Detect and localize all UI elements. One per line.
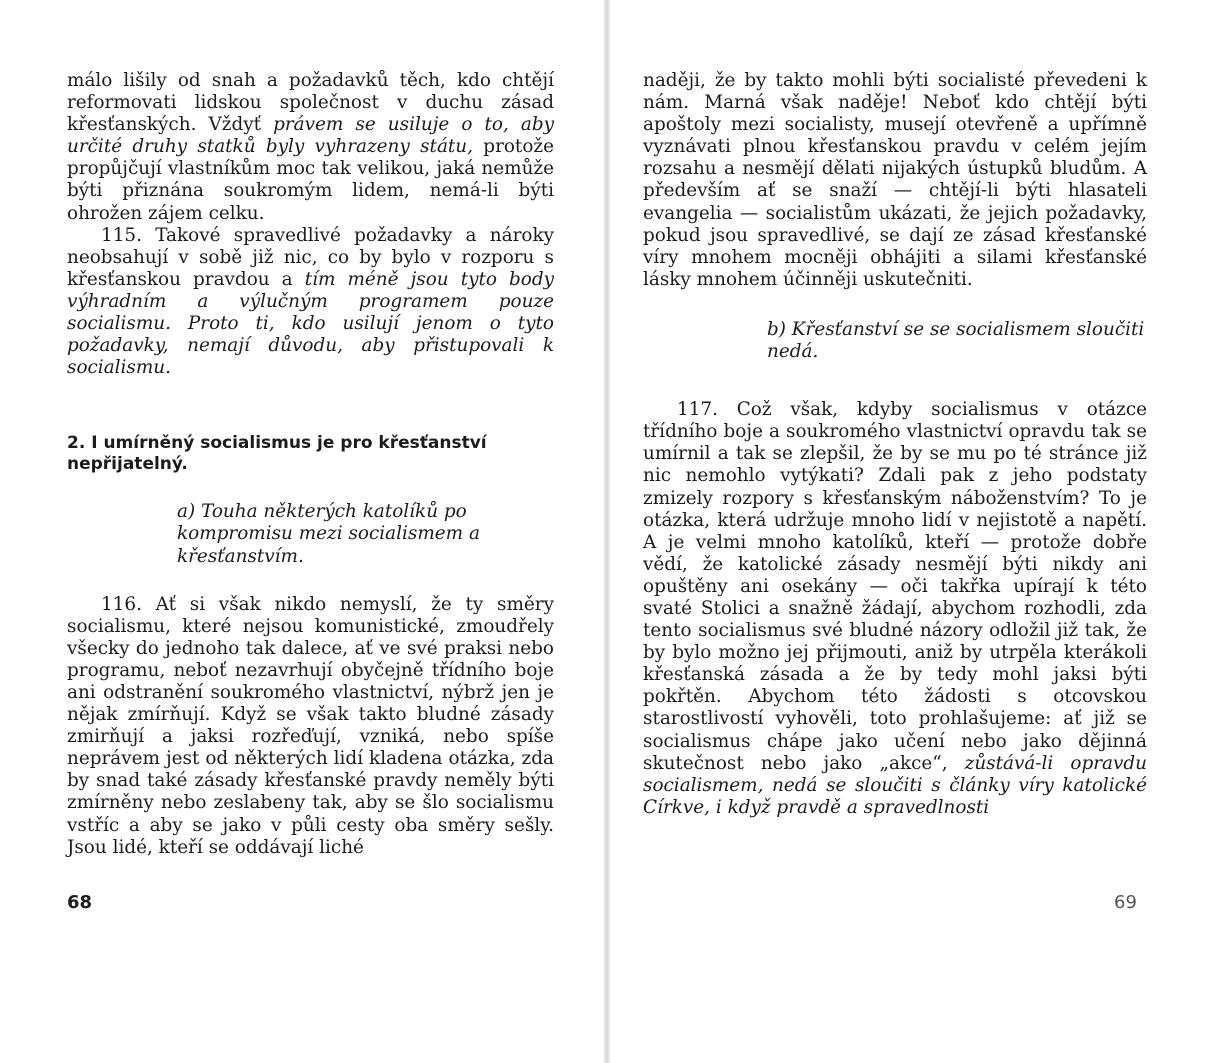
right-page: [610, 0, 1212, 1063]
italic-run: právem se usiluje o to, aby určité druhy statků byly vyhrazeny státu,: [67, 114, 554, 158]
right-text-column: [643, 70, 1147, 819]
page-number: 68: [67, 892, 93, 913]
subsection-heading: b) Křesťanství se se socialismem sloučiti nedá.: [767, 318, 1145, 363]
text-run: 117. Což však, kdyby socialismus v otázce třídního boje a soukromého vlastnictví opravdu tak se umírnil a tak se zlepšil, že by se mu po té stránce již nic nemohlo vytýkati? Zdali pak z jeho podstaty zmizely rozpory s křesťanským náboženstvím? To je otázka, která udržuje mnoho lidí v nejistotě a napětí. A je velmi mnoho katolíků, kteří — protože dobře vědí, že katolické zásady nesmějí býti nikdy ani opuštěny ani osekány — oči takřka upírají k této svaté Stolici a snažně žádají, abychom rozhodli, zda tento socialismus své bludné názory odložil již tak, že by bylo možno jej přijmouti, aniž by utrpěla kterákoli křesťanská zásada a že by tedy mohl jaksi býti pokřtěn. Abychom této žádosti s otcovskou starostlivostí vyhověli, toto prohlašujeme: ať již se socialismus chápe jako učení nebo jako dějinná skutečnost nebo jako „akce“,: [643, 399, 1147, 774]
text-run: protože propůjčují vlastníkům moc tak velikou, jaká nemůže býti přiznána soukromým lidem, nemá-li býti ohrožen zájem celku.: [67, 136, 554, 224]
italic-run: tím méně jsou tyto body výhradním a výlučným programem pouze socialismu. Proto ti, kdo usilují jenom o tyto požadavky, nemají důvodu, aby přistupovali k socialismu.: [67, 268, 555, 379]
paragraph-115: [67, 225, 554, 380]
paragraph-116: 116. Ať si však nikdo nemyslí, že ty směry socialismu, které nejsou komunistické, zmoudřely všecky do jednoho tak dalece, ať ve své praksi nebo programu, neboť nezavrhují obyčejně třídního boje ani odstranění soukromého vlastnictví, nýbrž jen je nějak zmírňují. Když se však takto bludné zásady zmirňují a jaksi rozřeďují, vzniká, nebo spíše neprávem jest od některých lidí kladena otázka, zda by snad také zásady křesťanské pravdy neměly býti zmírněny nebo zeslabeny tak, aby se šlo socialismu vstříc a aby se jako v půli cesty oba směry sešly. Jsou lidé, kteří se oddávají liché: [67, 593, 554, 858]
text-run: 115. Takové spravedlivé požadavky a nároky neobsahují v sobě již nic, co by bylo v rozporu s křesťanskou pravdou a: [67, 224, 554, 290]
subsection-heading: a) Touha některých katolíků po kompromisu mezi socialismem a křesťanstvím.: [177, 501, 480, 567]
italic-run: zůstává-li opravdu socialismem, nedá se sloučiti s články víry katolické Církve, i když pravdě a spravedlnosti: [643, 752, 1147, 818]
paragraph-117: [643, 399, 1147, 819]
paragraph-continued: [67, 70, 554, 225]
section-heading: 2. I umírněný socialismus je pro křesťanství nepřijatelný.: [67, 433, 487, 475]
page-number: 69: [1114, 892, 1137, 913]
left-text-column: [67, 70, 554, 859]
left-page: [0, 0, 604, 1063]
paragraph-continued: naději, že by takto mohli býti socialisté převedeni k nám. Marná však naděje! Neboť kdo chtějí býti apoštoly mezi socialisty, musejí otevřeně a upřímně vyznávati plnou křesťanskou pravdu v celém jejím rozsahu a nesmějí dělati nijakých ústupků bludům. A především ať se snaží — chtějí-li býti hlasateli evangelia — socialistům ukázati, že jejich požadavky, pokud jsou spravedlivé, se dají ze zásad křesťanské víry mnohem mocněji obhájiti a silami křesťanské lásky mnohem účinněji uskutečniti.: [643, 70, 1147, 290]
text-run: málo lišily od snah a požadavků těch, kdo chtějí reformovati lidskou společnost v duchu zásad křesťanských. Vždyť: [67, 70, 554, 136]
